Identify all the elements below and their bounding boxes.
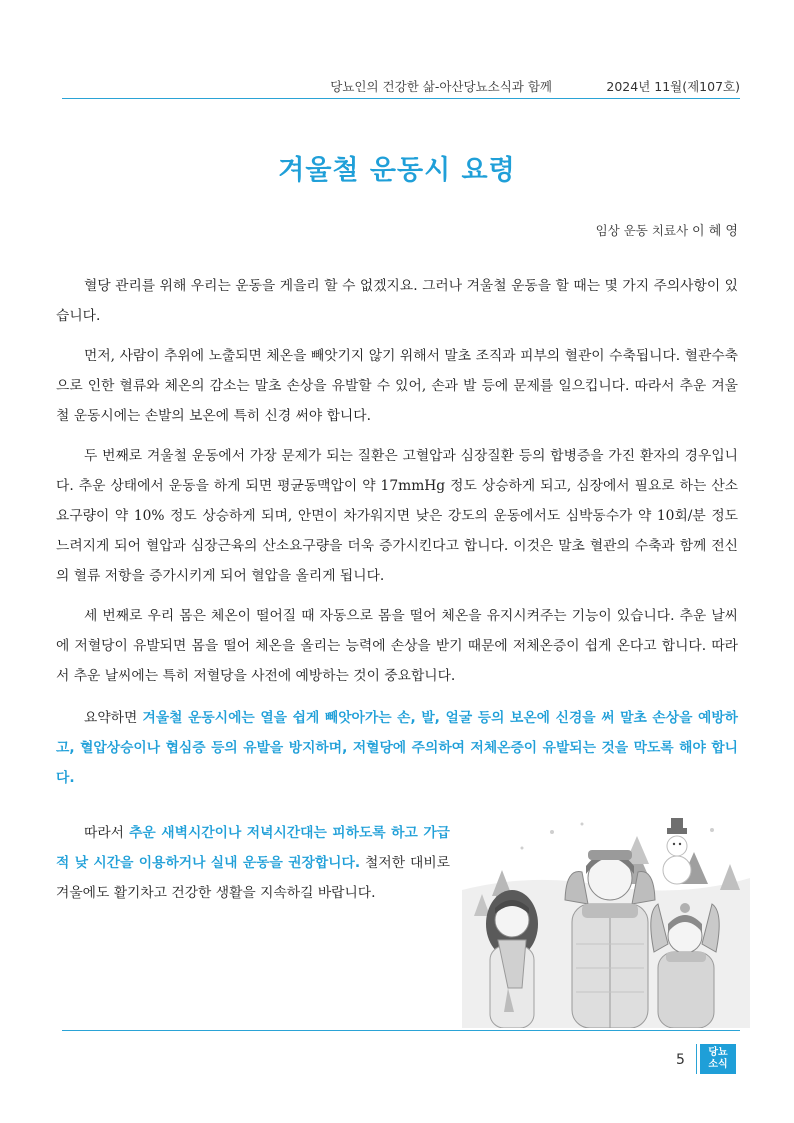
paragraph-intro: 혈당 관리를 위해 우리는 운동을 게을리 할 수 없겠지요. 그러나 겨울철 운동을 할 때는 몇 가지 주의사항이 있습니다. <box>56 278 738 324</box>
closing-paragraph <box>56 818 450 908</box>
footer-rule <box>62 1030 740 1031</box>
winter-family-illustration <box>462 812 750 1028</box>
closing-rest: 철저한 대비로 겨울에도 활기차고 건강한 생활을 지속하길 바랍니다. <box>56 855 450 901</box>
paragraph-first: 먼저, 사람이 추위에 노출되면 체온을 빼앗기지 않기 위해서 말초 조직과 피부의 혈관이 수축됩니다. 혈관수축으로 인한 혈류와 체온의 감소는 말초 손상을 유발할 수 있어, 손과 발 등에 문제를 일으킵니다. 따라서 추운 겨울철 운동시에는 손발의 보온에 특히 신경 써야 합니다. <box>56 348 738 424</box>
page-separator <box>696 1044 697 1074</box>
page-number: 5 <box>676 1052 685 1068</box>
header-rule <box>62 98 740 99</box>
badge-line-1: 당뇨 <box>708 1047 728 1058</box>
summary-block <box>56 703 738 793</box>
page-header <box>62 77 740 99</box>
summary-paragraph <box>56 703 738 793</box>
summary-intro: 요약하면 <box>84 710 143 726</box>
article-title: 겨울철 운동시 요령 <box>278 155 516 186</box>
closing-intro: 따라서 <box>84 825 130 841</box>
summary-highlight: 겨울철 운동시에는 열을 쉽게 빼앗아가는 손, 발, 얼굴 등의 보온에 신경을 써 말초 손상을 예방하고, 혈압상승이나 협심증 등의 유발을 방지하며, 저혈당에 주의하여 저체온증이 유발되는 것을 막도록 해야 합니다. <box>56 710 738 786</box>
closing-block <box>56 818 450 908</box>
closing-highlight: 추운 새벽시간이나 저녁시간대는 피하도록 하고 가급적 낮 시간을 이용하거나 실내 운동을 권장합니다. <box>56 825 450 871</box>
badge-line-2: 소식 <box>708 1059 728 1070</box>
paragraph-second: 두 번째로 겨울철 운동에서 가장 문제가 되는 질환은 고혈압과 심장질환 등의 합병증을 가진 환자의 경우입니다. 추운 상태에서 운동을 하게 되면 평균동맥압이 약 17mmHg 정도 상승하게 되고, 심장에서 필요로 하는 산소요구량이 약 10% 정도 상승하게 되며, 안면이 차가워지면 낮은 강도의 운동에서도 심박동수가 약 10회/분 정도 느려지게 되어 혈압과 심장근육의 산소요구량을 더욱 증가시킨다고 합니다. 이것은 말초 혈관의 수축과 함께 전신의 혈류 저항을 증가시키게 되어 혈압을 올리게 됩니다. <box>56 448 738 584</box>
author-name: 이 혜 영 <box>692 224 738 239</box>
article-body <box>56 271 738 691</box>
publication-name: 당뇨인의 건강한 삶-아산당뇨소식과 함께 <box>330 79 552 94</box>
issue-number: 2024년 11월(제107호) <box>606 79 740 94</box>
paragraph-third: 세 번째로 우리 몸은 체온이 떨어질 때 자동으로 몸을 떨어 체온을 유지시켜주는 기능이 있습니다. 추운 날씨에 저혈당이 유발되면 몸을 떨어 체온을 올리는 능력에 손상을 받기 때문에 저체온증이 쉽게 온다고 합니다. 따라서 추운 날씨에는 특히 저혈당을 사전에 예방하는 것이 중요합니다. <box>56 608 738 684</box>
author-line <box>596 220 738 239</box>
publication-badge <box>700 1044 736 1074</box>
author-role: 임상 운동 치료사 <box>595 223 689 238</box>
